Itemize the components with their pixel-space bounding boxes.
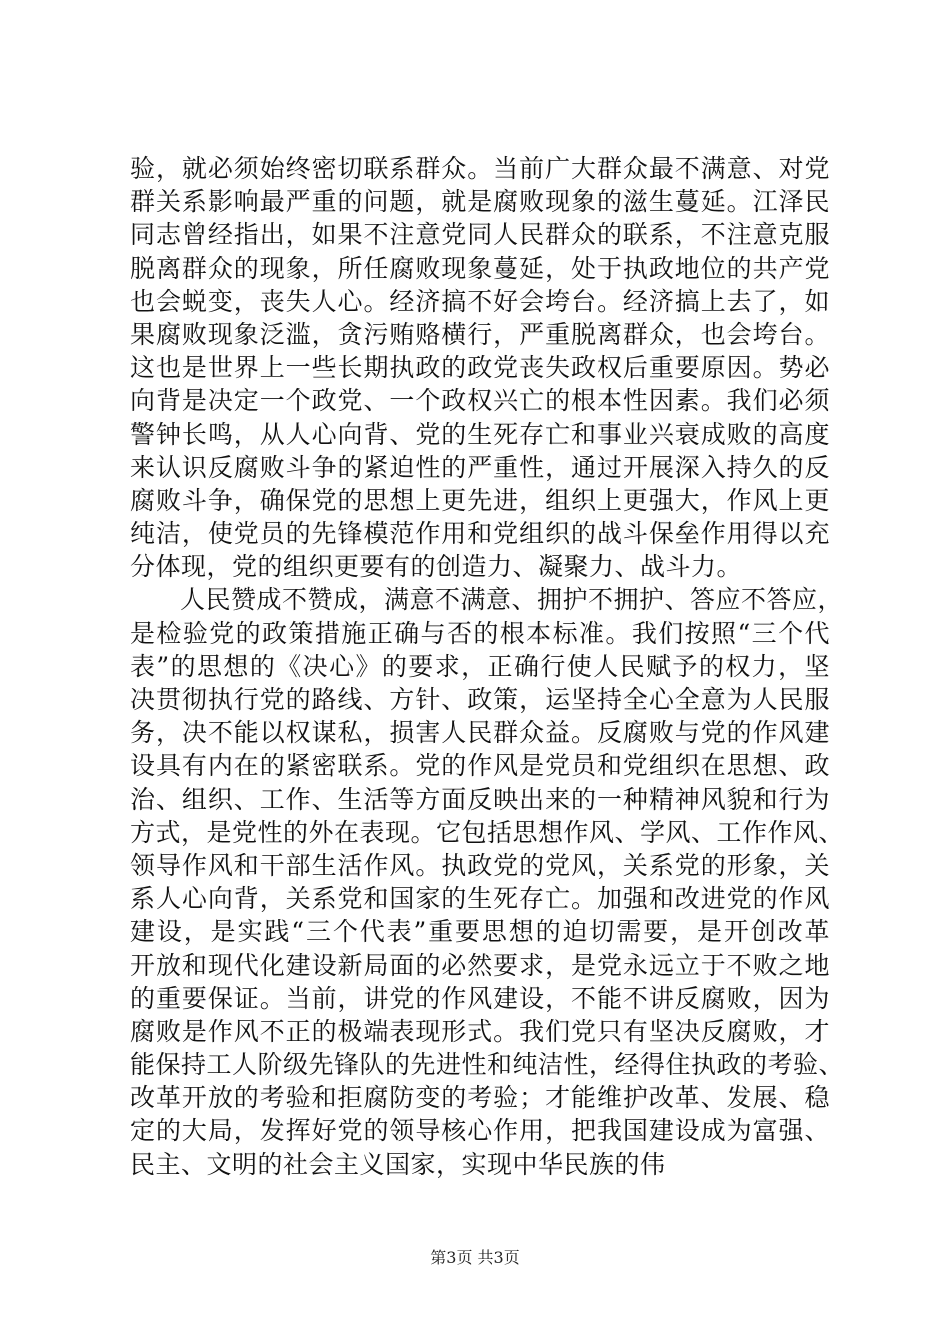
text-line: 是检验党的政策措施正确与否的根本标准。我们按照“三个代 [130,618,830,648]
text-line: 分体现，党的组织更要有的创造力、凝聚力、战斗力。 [130,552,743,582]
text-line: 群关系影响最严重的问题，就是腐败现象的滋生蔓延。江泽民 [130,187,830,217]
text-line: 纯洁，使党员的先锋模范作用和党组织的战斗保垒作用得以充 [130,519,830,549]
text-line: 脱离群众的现象，所任腐败现象蔓延，处于执政地位的共产党 [130,253,830,283]
text-line: 设具有内在的紧密联系。党的作风是党员和党组织在思想、政 [130,751,830,781]
document-body [130,152,845,1181]
text-line: 这也是世界上一些长期执政的政党丧失政权后重要原因。势必 [130,353,830,383]
page-footer [0,1248,950,1268]
text-line: 建设，是实践“三个代表”重要思想的迫切需要，是开创改革 [130,917,830,947]
page-number-label: 第3页 共3页 [430,1248,520,1267]
text-line: 系人心向背，关系党和国家的生死存亡。加强和改进党的作风 [130,884,830,914]
text-line: 开放和现代化建设新局面的必然要求，是党永远立于不败之地 [130,950,830,980]
text-line: 治、组织、工作、生活等方面反映出来的一种精神风貌和行为 [130,784,830,814]
text-line: 人民赞成不赞成，满意不满意、拥护不拥护、答应不答应， [180,585,844,615]
text-line: 腐败是作风不正的极端表现形式。我们党只有坚决反腐败，才 [130,1016,830,1046]
text-line: 表”的思想的《决心》的要求，正确行使人民赋予的权力，坚 [130,651,830,681]
text-line: 的重要保证。当前，讲党的作风建设，不能不讲反腐败，因为 [130,983,830,1013]
text-line: 腐败斗争，确保党的思想上更先进，组织上更强大，作风上更 [130,485,830,515]
text-line: 来认识反腐败斗争的紧迫性的严重性，通过开展深入持久的反 [130,452,830,482]
text-line: 定的大局，发挥好党的领导核心作用，把我国建设成为富强、 [130,1116,830,1146]
text-line: 改革开放的考验和拒腐防变的考验；才能维护改革、发展、稳 [130,1083,830,1113]
text-line: 向背是决定一个政党、一个政权兴亡的根本性因素。我们必须 [130,386,830,416]
text-line: 领导作风和干部生活作风。执政党的党风，关系党的形象，关 [130,850,830,880]
text-line: 验，就必须始终密切联系群众。当前广大群众最不满意、对党 [130,154,830,183]
text-line: 民主、文明的社会主义国家，实现中华民族的伟 [130,1149,666,1179]
text-line: 也会蜕变，丧失人心。经济搞不好会垮台。经济搞上去了，如 [130,286,830,316]
text-line: 务，决不能以权谋私，损害人民群众益。反腐败与党的作风建 [130,718,830,748]
text-line: 能保持工人阶级先锋队的先进性和纯洁性，经得住执政的考验、 [130,1050,845,1080]
text-line: 同志曾经指出，如果不注意党同人民群众的联系，不注意克服 [130,220,830,250]
paragraph-1 [130,152,830,583]
text-line: 决贯彻执行党的路线、方针、政策，运坚持全心全意为人民服 [130,685,830,714]
text-line: 方式，是党性的外在表现。它包括思想作风、学风、工作作风、 [130,817,845,847]
text-line: 果腐败现象泛滥，贪污贿赂横行，严重脱离群众，也会垮台。 [130,319,830,349]
paragraph-2 [130,583,845,1180]
text-line: 警钟长鸣，从人心向背、党的生死存亡和事业兴衰成败的高度 [130,419,830,449]
